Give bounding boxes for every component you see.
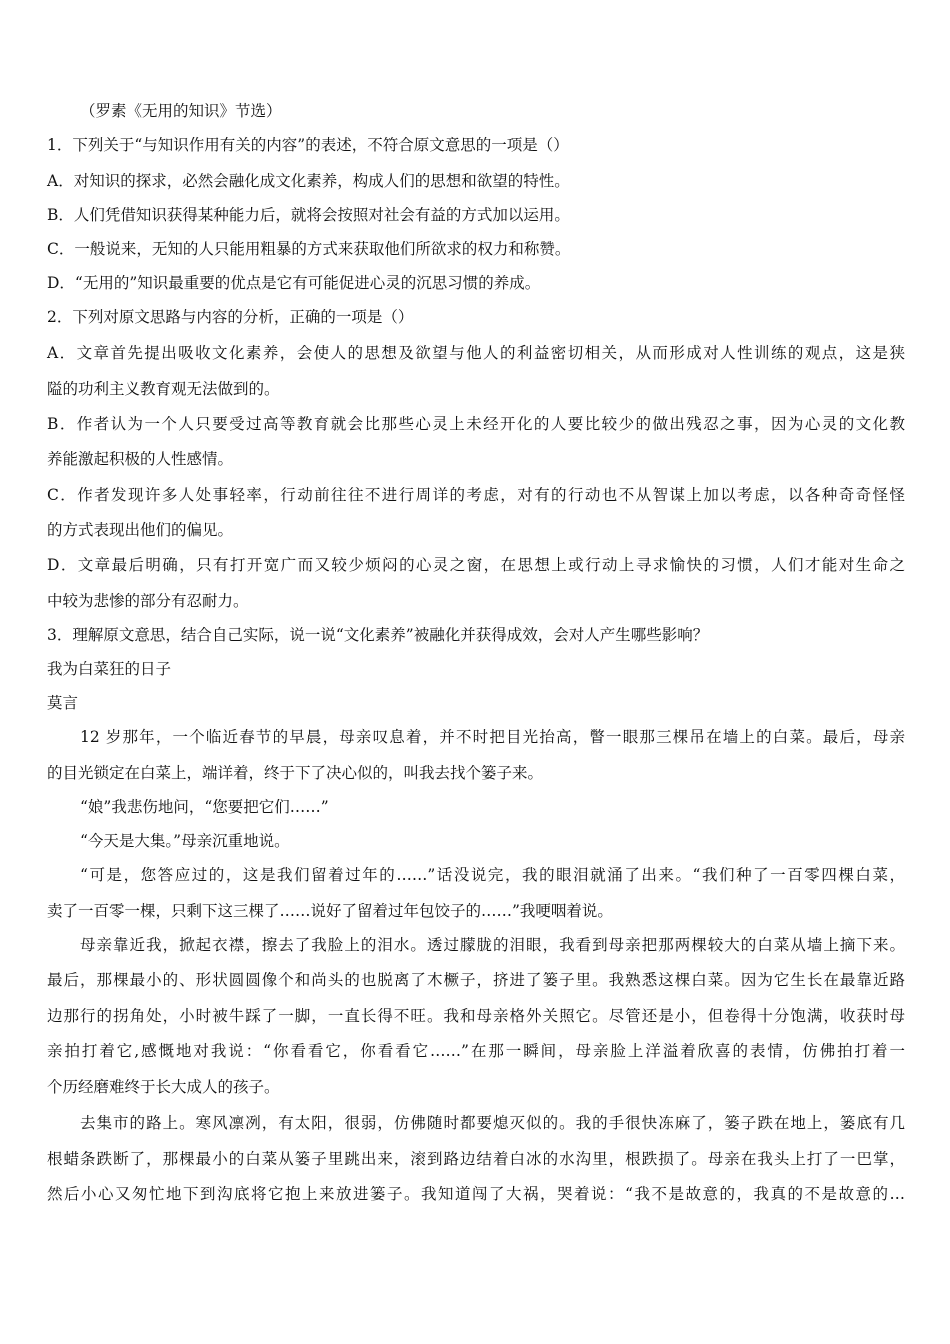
story-author: 莫言 [47,694,79,712]
question-2-option-d: D．文章最后明确，只有打开宽广而又较少烦闷的心灵之窗，在思想上或行动上寻求愉快的习惯，人们才能对生命之 [47,556,905,574]
story-paragraph-1: 12 岁那年，一个临近春节的早晨，母亲叹息着，并不时把目光抬高，瞥一眼那三棵吊在墙上的白菜。最后，母亲 [80,728,905,746]
story-paragraph-1-cont: 的目光锁定在白菜上，端详着，终于下了决心似的，叫我去找个篓子来。 [47,764,544,782]
question-1-option-d: D．“无用的”知识最重要的优点是它有可能促进心灵的沉思习惯的养成。 [47,274,541,292]
story-title: 我为白菜狂的日子 [47,660,172,678]
story-paragraph-5: 母亲靠近我，掀起衣襟，擦去了我脸上的泪水。透过朦胧的泪眼，我看到母亲把那两棵较大的白菜从墙上摘下来。 [80,936,905,954]
question-2-option-a-cont: 隘的功利主义教育观无法做到的。 [47,380,280,398]
story-paragraph-4: “可是，您答应过的，这是我们留着过年的……”话没说完，我的眼泪就涌了出来。“我们种了一百零四棵白菜， [80,866,905,884]
story-paragraph-3: “今天是大集。”母亲沉重地说。 [80,832,290,850]
question-2-stem: 2．下列对原文思路与内容的分析，正确的一项是（） [47,308,414,326]
story-paragraph-2: “娘”我悲伤地问，“您要把它们……” [80,798,329,816]
question-1-option-c: C．一般说来，无知的人只能用粗暴的方式来获取他们所欲求的权力和称赞。 [47,240,571,258]
story-paragraph-5-line-5: 个历经磨难终于长大成人的孩子。 [47,1078,280,1096]
question-1-option-b: B．人们凭借知识获得某种能力后，就将会按照对社会有益的方式加以运用。 [47,206,570,224]
story-paragraph-5-line-2: 最后，那棵最小的、形状圆圆像个和尚头的也脱离了木橛子，挤进了篓子里。我熟悉这棵白菜。因为它生长在最靠近路 [47,971,905,989]
story-paragraph-6-line-2: 根蜡条跌断了，那棵最小的白菜从篓子里跳出来，滚到路边结着白冰的水沟里，根跌损了。母亲在我头上打了一巴掌， [47,1150,905,1168]
question-1-option-a: A．对知识的探求，必然会融化成文化素养，构成人们的思想和欲望的特性。 [47,172,570,190]
question-2-option-d-cont: 中较为悲惨的部分有忍耐力。 [47,592,249,610]
question-2-option-c: C．作者发现许多人处事轻率，行动前往往不进行周详的考虑，对有的行动也不从智谋上加以考虑，以各种奇奇怪怪 [47,486,905,504]
source-citation: （罗素《无用的知识》节选） [80,102,282,120]
story-paragraph-6: 去集市的路上。寒风凛冽，有太阳，很弱，仿佛随时都要熄灭似的。我的手很快冻麻了，篓子跌在地上，篓底有几 [80,1114,905,1132]
story-paragraph-6-line-3: 然后小心又匆忙地下到沟底将它抱上来放进篓子。我知道闯了大祸，哭着说：“我不是故意的，我真的不是故意的… [47,1185,905,1203]
question-3-stem: 3．理解原文意思，结合自己实际，说一说“文化素养”被融化并获得成效，会对人产生哪些影响？ [47,626,709,644]
question-2-option-b-cont: 养能激起积极的人性感情。 [47,450,234,468]
question-2-option-b: B．作者认为一个人只要受过高等教育就会比那些心灵上未经开化的人要比较少的做出残忍之事，因为心灵的文化教 [47,415,905,433]
question-1-stem: 1．下列关于“与知识作用有关的内容”的表述，不符合原文意思的一项是（） [47,136,569,154]
story-paragraph-5-line-4: 亲拍打着它,感慨地对我说：“你看看它，你看看它……”在那一瞬间，母亲脸上洋溢着欣喜的表情，仿佛拍打着一 [47,1042,905,1060]
story-paragraph-4-cont: 卖了一百零一棵，只剩下这三棵了……说好了留着过年包饺子的……”我哽咽着说。 [47,902,613,920]
question-2-option-a: A．文章首先提出吸收文化素养，会使人的思想及欲望与他人的利益密切相关，从而形成对人性训练的观点，这是狭 [47,344,905,362]
question-2-option-c-cont: 的方式表现出他们的偏见。 [47,521,234,539]
story-paragraph-5-line-3: 边那行的拐角处，小时被牛踩了一脚，一直长得不旺。我和母亲格外关照它。尽管还是小，但卷得十分饱满，收获时母 [47,1007,905,1025]
